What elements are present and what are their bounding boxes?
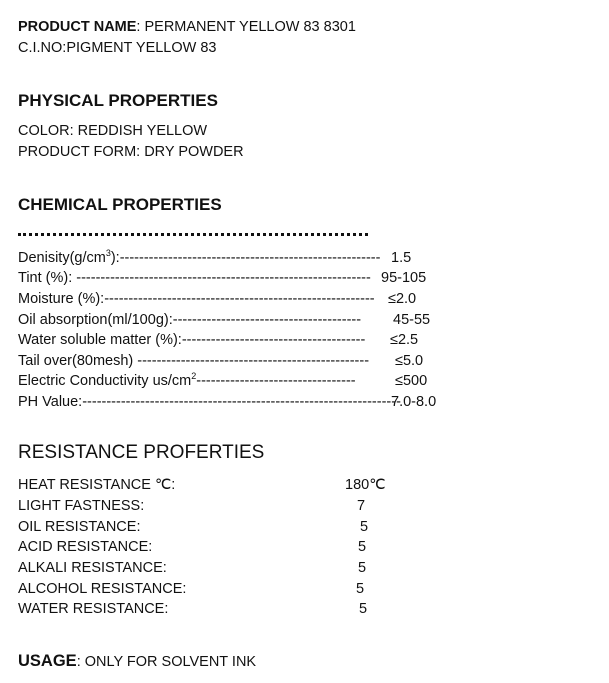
resistance-row-value: 7 [357, 498, 366, 514]
resistance-row-label: ALCOHOL RESISTANCE: [18, 581, 187, 597]
chemical-row [18, 352, 369, 370]
physical-form: PRODUCT FORM: DRY POWDER [18, 144, 244, 160]
ci-number: C.I.NO:PIGMENT YELLOW 83 [18, 40, 217, 56]
resistance-row-value: 5 [358, 560, 367, 576]
usage-value: : ONLY FOR SOLVENT INK [76, 654, 257, 670]
chemical-row-label: Moisture (%):-------------------------------------------------------- [18, 291, 375, 307]
resistance-row-value: 5 [358, 539, 367, 555]
chemical-row-value: 1.5 [391, 250, 412, 266]
product-name-value: : PERMANENT YELLOW 83 8301 [136, 19, 356, 35]
dotted-divider [18, 233, 368, 236]
chemical-row-label: Tint (%): ------------------------------------------------------------- [18, 270, 371, 286]
chemical-row-value: 95-105 [381, 270, 427, 286]
resistance-row-label: ACID RESISTANCE: [18, 539, 153, 555]
resistance-row-value: 180℃ [345, 477, 386, 493]
chemical-row-value: ≤2.5 [390, 332, 419, 348]
resistance-heading: RESISTANCE PROFERTIES [18, 442, 265, 463]
chemical-row-label: Tail over(80mesh) ------------------------------------------------ [18, 353, 370, 369]
resistance-row-label: OIL RESISTANCE: [18, 519, 141, 535]
chemical-row-value: 45-55 [393, 312, 431, 328]
resistance-row-value: 5 [356, 581, 365, 597]
product-name-label: PRODUCT NAME [18, 19, 137, 35]
product-name-line [18, 18, 356, 36]
chemical-row-value: ≤2.0 [388, 291, 417, 307]
physical-heading: PHYSICAL PROPERTIES [18, 91, 218, 110]
resistance-row-value: 5 [359, 601, 368, 617]
chemical-row [18, 269, 371, 287]
chemical-row-value: ≤5.0 [395, 353, 424, 369]
chemical-row-label: Oil absorption(ml/100g):--------------------------------------- [18, 312, 362, 328]
chemical-row-label-suffix: ):------------------------------------------------------ [110, 250, 381, 266]
resistance-row-label: LIGHT FASTNESS: [18, 498, 145, 514]
chemical-row-label: Denisity(g/cm [18, 250, 106, 266]
resistance-row-label: WATER RESISTANCE: [18, 601, 169, 617]
chemical-row-label-suffix: --------------------------------- [196, 373, 356, 389]
chemical-heading: CHEMICAL PROPERTIES [18, 195, 222, 214]
chemical-row [18, 249, 380, 267]
chemical-row-label: Water soluble matter (%):-------------------------------------- [18, 332, 366, 348]
chemical-row [18, 331, 365, 349]
usage-line [18, 652, 256, 671]
chemical-row-label: Electric Conductivity us/cm [18, 373, 192, 389]
chemical-row [18, 372, 356, 390]
chemical-row [18, 393, 401, 411]
chemical-row [18, 311, 361, 329]
chemical-row-value: 7.0-8.0 [391, 394, 437, 410]
chemical-row [18, 290, 375, 308]
usage-label: USAGE [18, 652, 77, 670]
chemical-row-superscript: 2 [191, 371, 197, 382]
chemical-row-superscript: 3 [105, 248, 111, 259]
chemical-row-value: ≤500 [395, 373, 428, 389]
resistance-row-label: HEAT RESISTANCE ℃: [18, 477, 176, 493]
resistance-row-value: 5 [360, 519, 369, 535]
physical-color: COLOR: REDDISH YELLOW [18, 123, 208, 139]
chemical-row-label: PH Value:------------------------------------------------------------------ [18, 394, 401, 410]
resistance-row-label: ALKALI RESISTANCE: [18, 560, 167, 576]
